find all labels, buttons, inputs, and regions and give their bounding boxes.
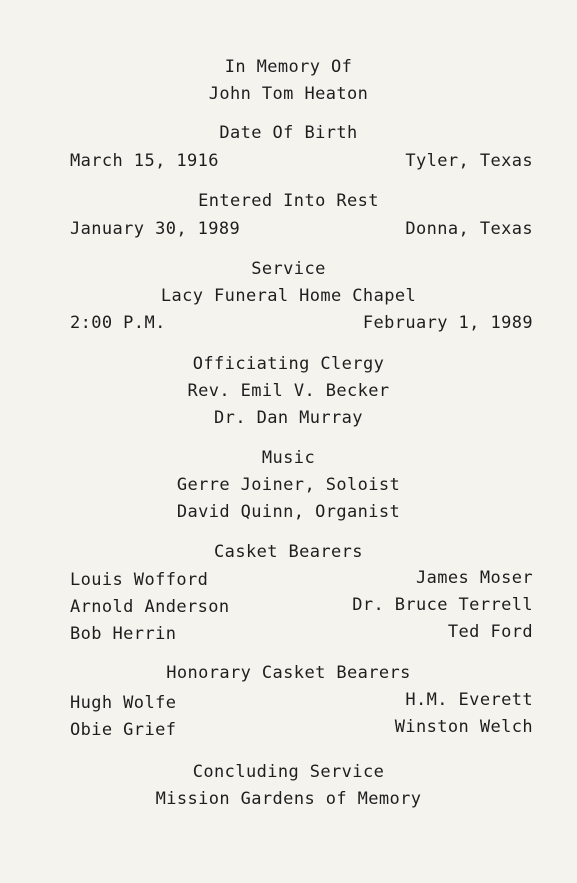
honorary-bearer-name: Hugh Wolfe (70, 693, 177, 713)
bearer-name: Bob Herrin (70, 624, 177, 644)
service-date: February 1, 1989 (362, 313, 533, 333)
music-name: David Quinn, Organist (176, 502, 401, 522)
clergy-heading: Officiating Clergy (192, 354, 385, 374)
rest-heading: Entered Into Rest (198, 191, 379, 211)
honorary-heading: Honorary Casket Bearers (166, 663, 411, 683)
service-location: Lacy Funeral Home Chapel (160, 286, 417, 306)
deceased-name: John Tom Heaton (208, 84, 369, 104)
service-heading: Service (251, 259, 326, 279)
rest-date: January 30, 1989 (70, 219, 241, 239)
bearer-name: Ted Ford (447, 622, 533, 642)
service-time: 2:00 P.M. (70, 313, 166, 333)
honorary-bearer-name: Obie Grief (70, 720, 177, 740)
in-memory-heading: In Memory Of (224, 57, 353, 77)
concluding-heading: Concluding Service (192, 762, 385, 782)
music-name: Gerre Joiner, Soloist (176, 475, 401, 495)
honorary-bearer-name: H.M. Everett (405, 690, 533, 710)
honorary-bearer-name: Winston Welch (394, 717, 533, 737)
bearer-name: Arnold Anderson (70, 597, 230, 617)
bearer-name: James Moser (416, 568, 533, 588)
bearer-name: Dr. Bruce Terrell (352, 595, 533, 615)
clergy-name: Rev. Emil V. Becker (187, 381, 390, 401)
bearers-heading: Casket Bearers (214, 542, 363, 562)
birth-date: March 15, 1916 (70, 151, 219, 171)
birth-place: Tyler, Texas (405, 151, 533, 171)
concluding-location: Mission Gardens of Memory (155, 789, 422, 809)
music-heading: Music (261, 448, 316, 468)
bearer-name: Louis Wofford (70, 570, 209, 590)
rest-place: Donna, Texas (405, 219, 533, 239)
clergy-name: Dr. Dan Murray (214, 408, 363, 428)
birth-heading: Date Of Birth (219, 123, 358, 143)
